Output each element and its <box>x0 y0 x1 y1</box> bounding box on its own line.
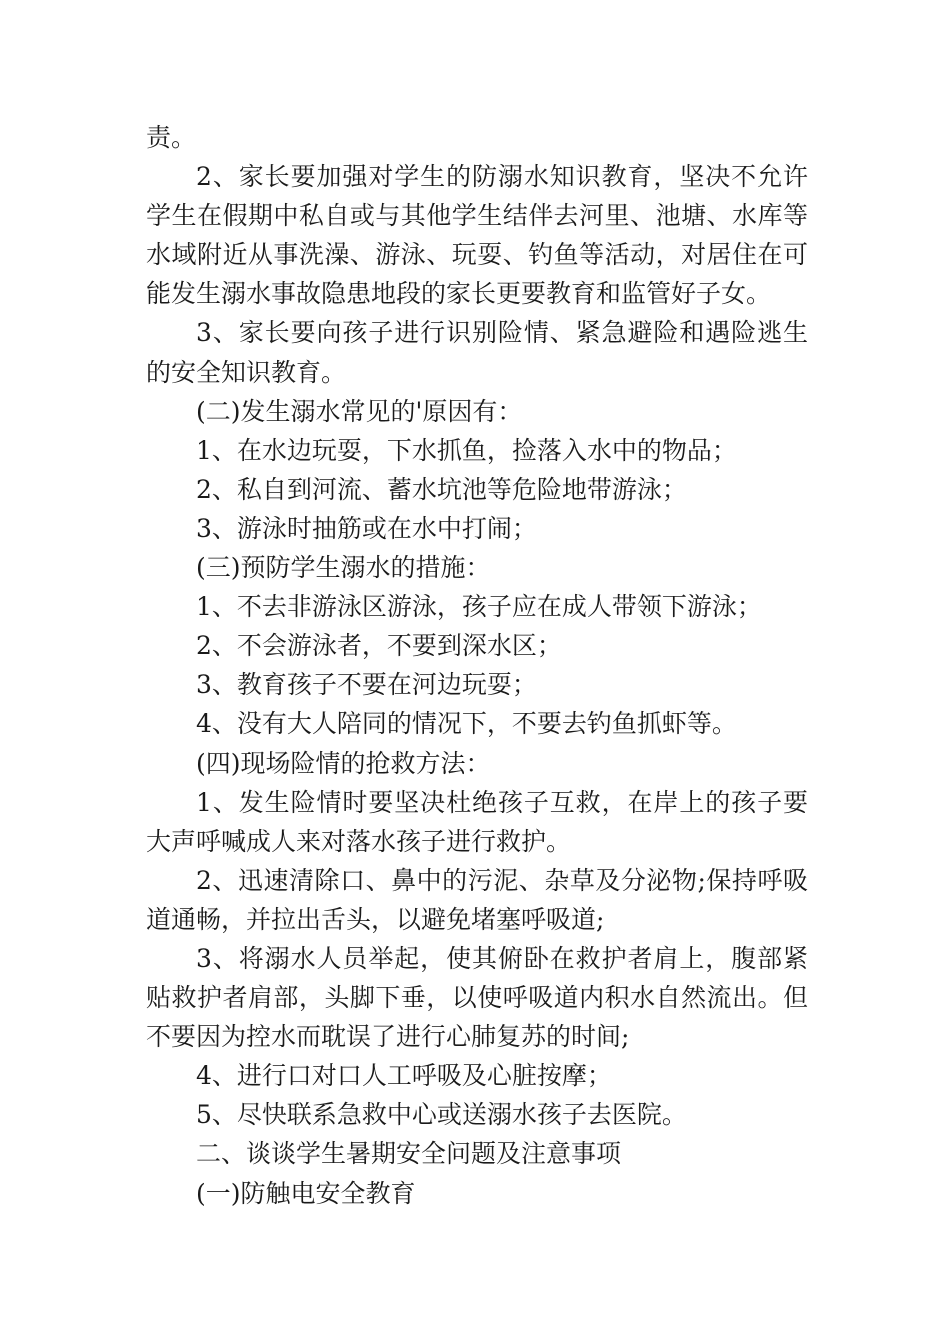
list-item: 1、发生险情时要坚决杜绝孩子互救，在岸上的孩子要大声呼喊成人来对落水孩子进行救护。 <box>146 787 808 856</box>
list-item: 4、进行口对口人工呼吸及心脏按摩； <box>196 1061 612 1091</box>
list-item: 2、私自到河流、蓄水坑池等危险地带游泳； <box>196 474 687 504</box>
section-heading: 二、谈谈学生暑期安全问题及注意事项 <box>196 1139 622 1169</box>
section-heading: (一)防触电安全教育 <box>196 1178 416 1208</box>
list-item: 3、教育孩子不要在河边玩耍； <box>196 670 537 700</box>
list-item: 3、游泳时抽筋或在水中打闹； <box>196 513 537 543</box>
list-item: 5、尽快联系急救中心或送溺水孩子去医院。 <box>196 1100 687 1130</box>
document-body <box>146 118 808 1213</box>
list-item: 2、不会游泳者，不要到深水区； <box>196 631 562 661</box>
list-item: 3、将溺水人员举起，使其俯卧在救护者肩上，腹部紧贴救护者肩部，头脚下垂，以使呼吸道内积水自然流出。但不要因为控水而耽误了进行心肺复苏的时间; <box>146 943 808 1052</box>
paragraph: 2、家长要加强对学生的防溺水知识教育，坚决不允许学生在假期中私自或与其他学生结伴去河里、池塘、水库等水域附近从事洗澡、游泳、玩耍、钓鱼等活动，对居住在可能发生溺水事故隐患地段的家长更要教育和监管好子女。 <box>146 162 808 309</box>
paragraph: 3、家长要向孩子进行识别险情、紧急避险和遇险逃生的安全知识教育。 <box>146 318 808 387</box>
paragraph: 责。 <box>146 123 197 152</box>
section-heading: (二)发生溺水常见的'原因有： <box>196 396 523 426</box>
list-item: 1、不去非游泳区游泳，孩子应在成人带领下游泳； <box>196 592 762 622</box>
section-heading: (四)现场险情的抢救方法： <box>196 748 491 778</box>
section-heading: (三)预防学生溺水的措施： <box>196 553 491 583</box>
list-item: 4、没有大人陪同的情况下，不要去钓鱼抓虾等。 <box>196 709 737 739</box>
list-item: 2、迅速清除口、鼻中的污泥、杂草及分泌物;保持呼吸道通畅，并拉出舌头，以避免堵塞呼吸道; <box>146 865 808 934</box>
list-item: 1、在水边玩耍，下水抓鱼，捡落入水中的物品； <box>196 435 737 465</box>
